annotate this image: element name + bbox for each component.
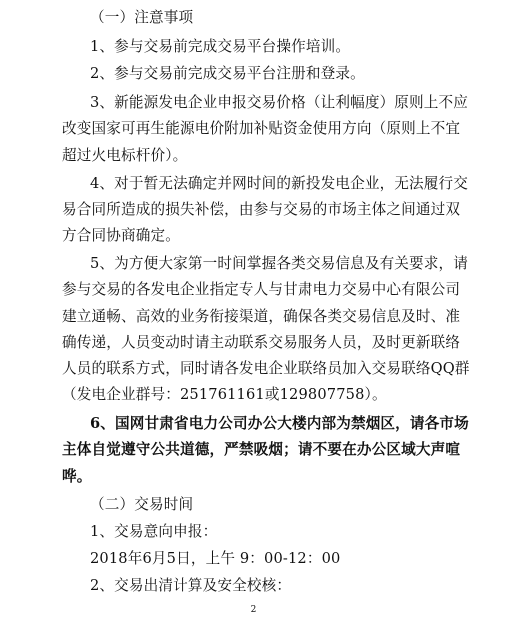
notes-item-2: 2、参与交易前完成交易平台注册和登录。 xyxy=(90,65,365,83)
trading-time-item-1-value: 2018年6月5日，上午 9：00-12：00 xyxy=(90,549,341,567)
notes-item-3-line-1: 3、新能源发电企业申报交易价格（让利幅度）原则上不应 xyxy=(90,94,469,111)
section-heading-notes: （一）注意事项 xyxy=(90,9,194,26)
notes-item-6-line-1: 6、国网甘肃省电力公司办公大楼内部为禁烟区，请各市场 xyxy=(90,415,469,433)
notes-item-6-line-3: 哗。 xyxy=(62,467,92,485)
notes-item-5-line-3: 建立通畅、高效的业务衔接渠道，确保各类交易信息及时、准 xyxy=(62,307,461,325)
notes-item-3-line-2: 改变国家可再生能源电价附加补贴资金使用方向（原则上不宜 xyxy=(62,120,461,138)
notes-item-3-line-3: 超过火电标杆价）。 xyxy=(62,146,188,164)
notes-item-1: 1、参与交易前完成交易平台操作培训。 xyxy=(90,37,351,55)
notes-item-5-line-1: 5、为方便大家第一时间掌握各类交易信息及有关要求，请 xyxy=(90,255,469,272)
trading-time-item-2-label: 2、交易出清计算及安全校核： xyxy=(90,577,292,594)
notes-item-5-line-2: 参与交易的各发电企业指定专人与甘肃电力交易中心有限公司 xyxy=(62,281,461,299)
notes-item-5-line-4: 确传递，人员变动时请主动联系交易服务人员，及时更新联络 xyxy=(62,333,461,351)
notes-item-4-line-1: 4、对于暂无法确定并网时间的新投发电企业，无法履行交 xyxy=(90,174,469,192)
notes-item-6-line-2: 主体自觉遵守公共道德，严禁吸烟；请不要在办公区域大声喧 xyxy=(62,441,461,459)
trading-time-item-1-label: 1、交易意向申报： xyxy=(90,522,218,540)
notes-item-4-line-2: 易合同所造成的损失补偿，由参与交易的市场主体之间通过双 xyxy=(62,200,461,218)
notes-item-4-line-3: 方合同协商确定。 xyxy=(62,227,180,244)
notes-item-5-line-6: （发电企业群号：251761161或129807758）。 xyxy=(62,386,387,404)
notes-item-5-line-5: 人员的联系方式，同时请各发电企业联络员加入交易联络QQ群 xyxy=(62,359,470,377)
section-heading-trading-time: （二）交易时间 xyxy=(90,495,194,513)
page-number: 2 xyxy=(250,605,257,615)
